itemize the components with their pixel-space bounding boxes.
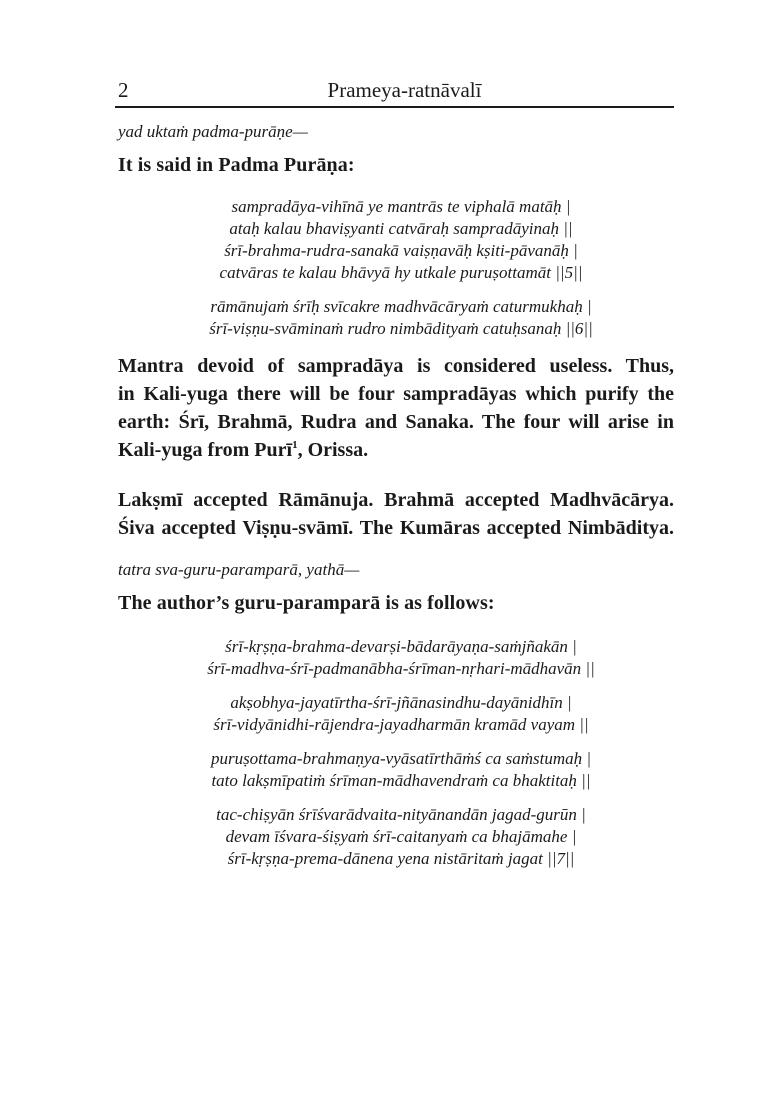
translation-text: Kali-yuga from Purī (118, 439, 293, 461)
translation-line: Lakṣmī accepted Rāmānuja. Brahmā accepted Madhvācārya. (118, 489, 674, 511)
verse-7-stanza-2 (118, 692, 674, 736)
english-intro-padma-purana: It is said in Padma Purāṇa: (118, 154, 355, 176)
translation-line: in Kali-yuga there will be four sampradāyas which purify the (118, 383, 674, 405)
verse-line: akṣobhya-jayatīrtha-śrī-jñānasindhu-dayānidhīn | (230, 693, 572, 712)
verse-7-stanza-3 (118, 748, 674, 792)
translation-line: Śiva accepted Viṣṇu-svāmī. The Kumāras accepted Nimbāditya. (118, 517, 674, 539)
translation-text: , Orissa. (297, 439, 369, 461)
verse-line: śrī-vidyānidhi-rājendra-jayadharmān kramād vayam || (213, 715, 589, 734)
verse-line: śrī-viṣṇu-svāminaṁ rudro nimbādityaṁ catuḥsanaḥ ||6|| (209, 319, 593, 338)
verse-line: ataḥ kalau bhaviṣyanti catvāraḥ sampradāyinaḥ || (229, 219, 573, 238)
translation-paragraph-2 (118, 486, 674, 542)
verse-line: sampradāya-vihīnā ye mantrās te viphalā matāḥ | (231, 197, 571, 216)
verse-5 (118, 196, 674, 284)
running-header (115, 76, 674, 108)
verse-line: śrī-madhva-śrī-padmanābha-śrīman-nṛhari-mādhavān || (207, 659, 595, 678)
verse-line: śrī-kṛṣṇa-brahma-devarṣi-bādarāyaṇa-saṁjñakān | (225, 637, 577, 656)
sanskrit-intro-guru-parampara: tatra sva-guru-paramparā, yathā— (118, 560, 360, 579)
sanskrit-intro-padma-purana: yad uktaṁ padma-purāṇe— (118, 122, 308, 141)
verse-line: catvāras te kalau bhāvyā hy utkale puruṣottamāt ||5|| (219, 263, 583, 282)
verse-line: puruṣottama-brahmaṇya-vyāsatīrthāṁś ca saṁstumaḥ | (210, 749, 592, 768)
verse-7-stanza-4 (118, 804, 674, 870)
verse-line: devam īśvara-śiṣyaṁ śrī-caitanyaṁ ca bhajāmahe | (225, 827, 577, 846)
verse-7-stanza-1 (118, 636, 674, 680)
translation-paragraph-1 (118, 352, 674, 464)
english-intro-guru-parampara: The author’s guru-paramparā is as follows: (118, 592, 495, 614)
translation-line: Mantra devoid of sampradāya is considered useless. Thus, (118, 355, 674, 377)
verse-line: śrī-brahma-rudra-sanakā vaiṣṇavāḥ kṣiti-pāvanāḥ | (224, 241, 578, 260)
verse-line: śrī-kṛṣṇa-prema-dānena yena nistāritaṁ jagat ||7|| (227, 849, 575, 868)
page-number: 2 (118, 78, 129, 102)
book-page (118, 76, 674, 870)
verse-line: tac-chiṣyān śrīśvarādvaita-nityānandān jagad-gurūn | (216, 805, 586, 824)
verse-line: rāmānujaṁ śrīḥ svīcakre madhvācāryaṁ caturmukhaḥ | (210, 297, 592, 316)
translation-line (118, 436, 674, 464)
verse-line: tato lakṣmīpatiṁ śrīman-mādhavendraṁ ca bhaktitaḥ || (211, 771, 591, 790)
translation-line: earth: Śrī, Brahmā, Rudra and Sanaka. The four will arise in (118, 411, 674, 433)
book-title: Prameya-ratnāvalī (327, 78, 482, 102)
verse-6 (118, 296, 674, 340)
footnote-marker[interactable]: 1 (292, 439, 298, 451)
